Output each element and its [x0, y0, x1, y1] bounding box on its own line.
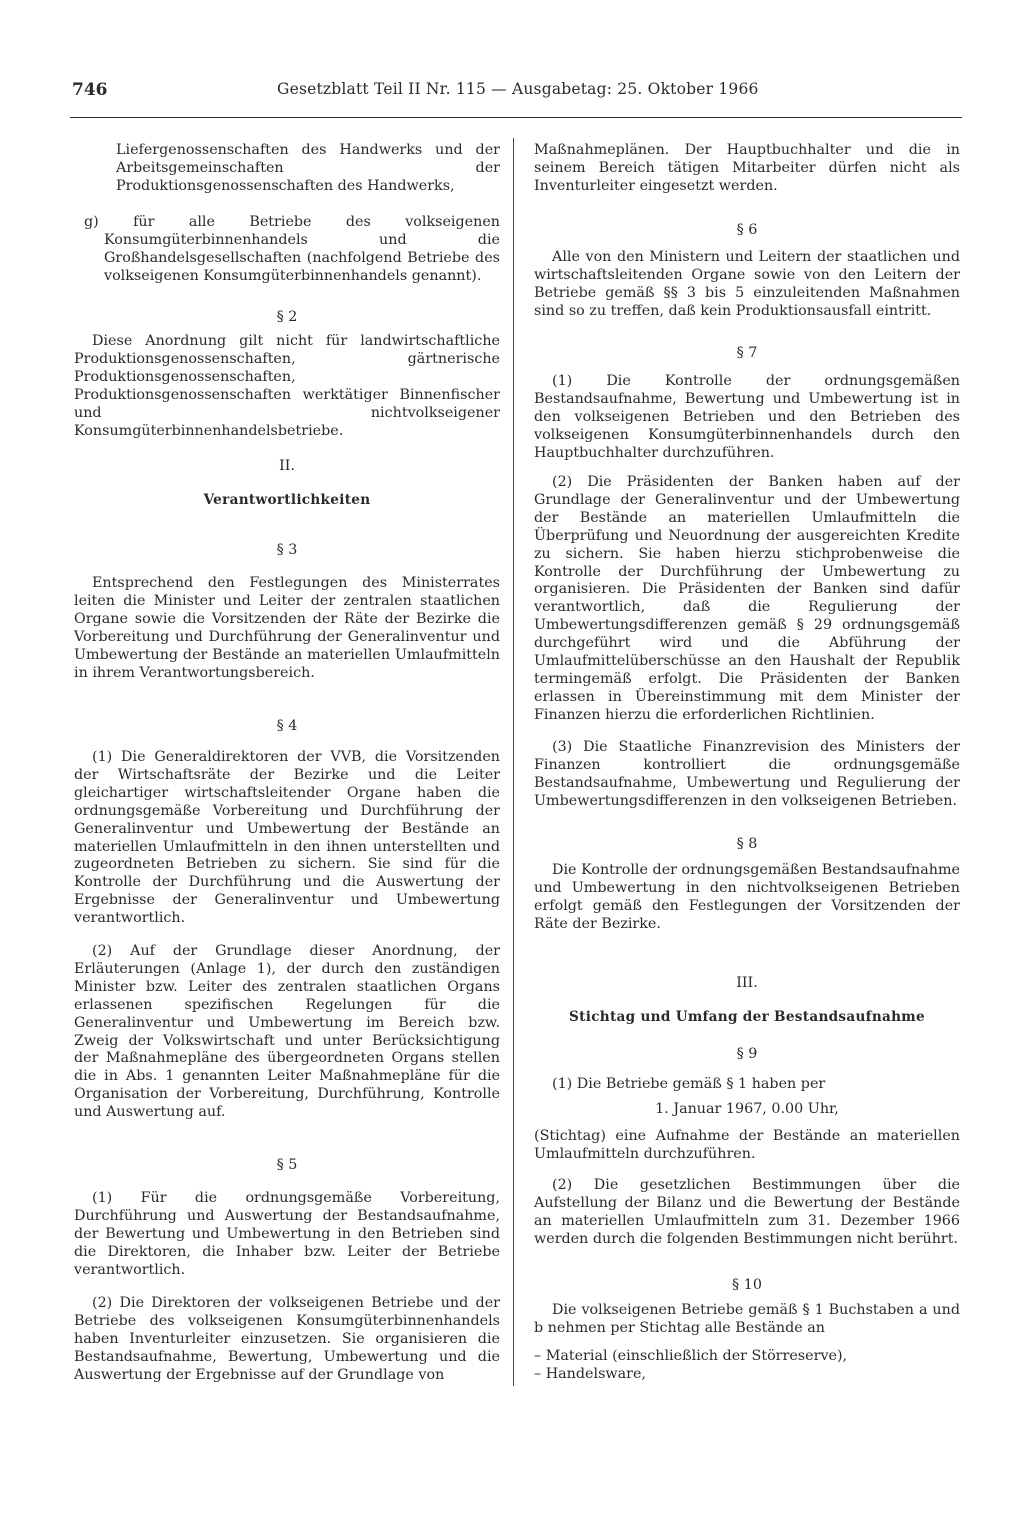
section-7-paragraph-2: (2) Die Präsidenten der Banken haben auf der Grundlage der Generalinventur und der Umbewertung der Bestände an materiellen Umlaufmitteln die Überprüfung und Neuordnung der ausgereichten Kredite zu sichern. Sie haben hierzu stichprobenweise die Kontrolle der Durchführung der Umbewertung zu organisieren. Die Präsidenten der Banken sind dafür verantwortlich, daß die Regulierung der Umbewertungsdifferenzen gemäß § 29 ordnungsgemäß durchgeführt wird und die Abführung der Umlaufmittelüberschüsse an den Haushalt der Republik termingemäß erfolgt. Die Präsidenten der Banken erlassen in Übereinstimmung mit dem Minister der Finanzen hierzu die erforderlichen Richtlinien. [534, 474, 960, 723]
section-7-title: § 7 [736, 345, 758, 361]
section-6-text: Alle von den Ministern und Leitern der staatlichen und wirtschaftsleitenden Organe sowie von den Leitern der Betriebe gemäß §§ 3 bis 5 einzuleitenden Maßnahmen sind so zu treffen, daß kein Produktionsausfall eintritt. [534, 249, 960, 319]
section-9-paragraph-1-start: (1) Die Betriebe gemäß § 1 haben per [552, 1076, 826, 1092]
paragraph-f-continuation: Liefergenossenschaften des Handwerks und der Arbeitsgemeinschaften der Produktionsgenossenschaften des Handwerks, [116, 142, 500, 194]
section-9-paragraph-2: (2) Die gesetzlichen Bestimmungen über die Aufstellung der Bilanz und die Bewertung der Bestände an materiellen Umlaufmitteln zum 31. Dezember 1966 werden durch die folgenden Bestimmungen nicht berührt. [534, 1177, 960, 1247]
page-number: 746 [72, 80, 108, 100]
part-2-number: II. [279, 458, 295, 474]
section-3-title: § 3 [276, 542, 298, 558]
part-3-title: Stichtag und Umfang der Bestandsaufnahme [569, 1009, 925, 1025]
section-3-text: Entsprechend den Festlegungen des Ministerrates leiten die Minister und Leiter der zentralen staatlichen Organe sowie die Vorsitzenden der Räte der Bezirke die Vorbereitung und Durchführung der Generalinventur und Umbewertung der Bestände an materiellen Umlaufmitteln in ihrem Verantwortungsbereich. [74, 575, 500, 681]
section-2-text: Diese Anordnung gilt nicht für landwirtschaftliche Produktionsgenossenschaften, gärtnerische Produktionsgenossenschaften, Produktionsgenossenschaften werktätiger Binnenfischer und nichtvolkseigener Konsumgüterbinnenhandelsbetriebe. [74, 333, 500, 439]
paragraph-g: g) für alle Betriebe des volkseigenen Konsumgüterbinnenhandels und die Großhandelsgesellschaften (nachfolgend Betriebe des volkseigenen Konsumgüterbinnenhandels genannt). [84, 214, 500, 284]
section-9-paragraph-1-end: (Stichtag) eine Aufnahme der Bestände an materiellen Umlaufmitteln durchzuführen. [534, 1128, 960, 1162]
header-rule [70, 117, 962, 118]
section-4-paragraph-1: (1) Die Generaldirektoren der VVB, die Vorsitzenden der Wirtschaftsräte der Bezirke und die Leiter gleichartiger wirtschaftsleitender Organe haben die ordnungsgemäße Vorbereitung und Durchführung der Generalinventur und Umbewertung der Bestände an materiellen Umlaufmitteln in den ihnen unterstellten und zugeordneten Betrieben zu sichern. Sie sind für die Kontrolle der Durchführung und die Auswertung der Ergebnisse der Generalinventur und Umbewertung verantwortlich. [74, 749, 500, 927]
section-5-paragraph-2: (2) Die Direktoren der volkseigenen Betriebe und der Betriebe des volkseigenen Konsumgüterbinnenhandels haben Inventurleiter einzusetzen. Sie organisieren die Bestandsaufnahme, Bewertung, Umbewertung und die Auswertung der Ergebnisse auf der Grundlage von [74, 1295, 500, 1383]
page-header [72, 80, 960, 106]
section-9-title: § 9 [736, 1046, 758, 1062]
section-7-paragraph-1: (1) Die Kontrolle der ordnungsgemäßen Bestandsaufnahme, Bewertung und Umbewertung ist in den volkseigenen Betrieben und den Betrieben des volkseigenen Konsumgüterbinnenhandels durch den Hauptbuchhalter durchzuführen. [534, 373, 960, 461]
section-7-paragraph-3: (3) Die Staatliche Finanzrevision des Ministers der Finanzen kontrolliert die ordnungsgemäße Bestandsaufnahme, Umbewertung und Regulierung der Umbewertungsdifferenzen in den volkseigenen Betrieben. [534, 739, 960, 809]
section-10-text: Die volkseigenen Betriebe gemäß § 1 Buchstaben a und b nehmen per Stichtag alle Bestände an [534, 1302, 960, 1336]
section-2-title: § 2 [276, 309, 298, 325]
part-3-number: III. [736, 975, 758, 991]
section-10-list-item-1: – Material (einschließlich der Störreserve), [534, 1348, 848, 1364]
section-4-title: § 4 [276, 718, 298, 734]
header-title: Gesetzblatt Teil II Nr. 115 — Ausgabetag: 25. Oktober 1966 [277, 80, 759, 98]
section-10-title: § 10 [732, 1277, 762, 1293]
section-5-paragraph-1: (1) Für die ordnungsgemäße Vorbereitung, Durchführung und Auswertung der Bestandsaufnahme, der Bewertung und Umbewertung in den Betrieben sind die Direktoren, die Inhaber bzw. Leiter der Betriebe verantwortlich. [74, 1190, 500, 1278]
part-2-title: Verantwortlichkeiten [203, 492, 371, 508]
section-10-list-item-2: – Handelsware, [534, 1366, 647, 1382]
section-8-title: § 8 [736, 836, 758, 852]
section-4-paragraph-2: (2) Auf der Grundlage dieser Anordnung, der Erläuterungen (Anlage 1), der durch den zuständigen Minister bzw. Leiter des zentralen staatlichen Organs erlassenen spezifischen Regelungen für die Generalinventur und Umbewertung im Bereich bzw. Zweig der Volkswirtschaft und unter Berücksichtigung der Maßnahmepläne des übergeordneten Organs stellen die in Abs. 1 genannten Leiter Maßnahmepläne für die Organisation der Vorbereitung, Durchführung, Kontrolle und Auswertung auf. [74, 943, 500, 1121]
column-divider [513, 138, 514, 1386]
section-6-title: § 6 [736, 222, 758, 238]
section-9-date: 1. Januar 1967, 0.00 Uhr, [655, 1101, 839, 1117]
section-5-continuation: Maßnahmeplänen. Der Hauptbuchhalter und die in seinem Bereich tätigen Mitarbeiter dürfen nicht als Inventurleiter eingesetzt werden. [534, 142, 960, 194]
section-5-title: § 5 [276, 1157, 298, 1173]
section-8-text: Die Kontrolle der ordnungsgemäßen Bestandsaufnahme und Umbewertung in den nichtvolkseigenen Betrieben erfolgt gemäß den Festlegungen der Vorsitzenden der Räte der Bezirke. [534, 862, 960, 932]
